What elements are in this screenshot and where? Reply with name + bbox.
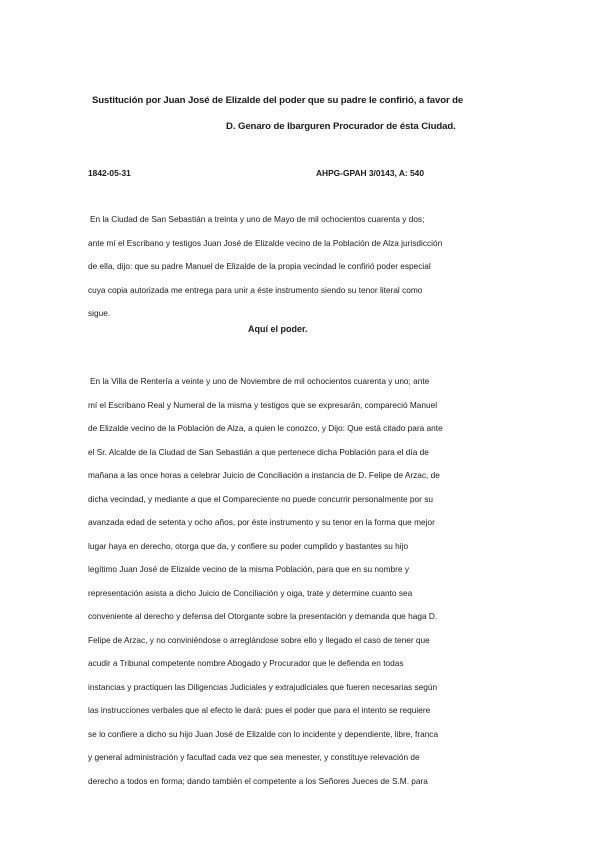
paragraph-line: En la Villa de Rentería a veinte y uno de Noviembre de mil ochocientos cuarenta y uno; ante bbox=[90, 376, 430, 386]
paragraph-line: lugar haya en derecho, otorga que da, y confiere su poder cumplido y bastantes su hijo bbox=[88, 540, 409, 551]
paragraph-intro bbox=[88, 208, 508, 326]
document-title-line-1: Sustitución por Juan José de Elizalde del poder que su padre le confirió, a favor de bbox=[92, 95, 464, 106]
archive-reference: AHPG-GPAH 3/0143, A: 540 bbox=[316, 168, 424, 178]
paragraph-line: instancias y practiquen las Diligencias Judiciales y extrajudiciales que fueren necesarias según bbox=[88, 681, 438, 692]
paragraph-line: ante mí el Escribano y testigos Juan José de Elizalde vecino de la Población de Alza jurisdicción bbox=[88, 237, 443, 248]
paragraph-line: En la Ciudad de San Sebastián a treinta y uno de Mayo de mil ochocientos cuarenta y dos; bbox=[90, 214, 425, 224]
paragraph-line: avanzada edad de setenta y ocho años, por éste instrumento y su tenor en la forma que mejor bbox=[88, 517, 435, 527]
paragraph-line: y general administración y facultad cada vez que sea menester, y constituye relevación de bbox=[88, 752, 420, 762]
paragraph-line: las instrucciones verbales que al efecto le dará: pues el poder que para el intento se requiere bbox=[88, 705, 431, 715]
paragraph-power bbox=[88, 370, 508, 793]
paragraph-line: se lo confiere a dicho su hijo Juan José de Elizalde con lo incidente y dependiente, libre, franca bbox=[88, 728, 439, 739]
paragraph-line: el Sr. Alcalde de la Ciudad de San Sebastián a que pertenece dicha Población para el día de bbox=[88, 446, 429, 457]
paragraph-line: cuya copia autorizada me entrega para unir a éste instrumento siendo su tenor literal como bbox=[88, 284, 423, 295]
paragraph-line: legítimo Juan José de Elizalde vecino de la misma Población, para que en su nombre y bbox=[88, 564, 409, 574]
paragraph-line: sigue. bbox=[88, 308, 111, 318]
paragraph-line: mañana a las once horas a celebrar Juicio de Conciliación a instancia de D. Felipe de Arzac, de bbox=[88, 470, 440, 480]
paragraph-line: de Elizalde vecino de la Población de Alza, a quien le conozco, y Dijo: Que está citado para ante bbox=[88, 423, 443, 433]
document-date: 1842-05-31 bbox=[88, 168, 131, 178]
paragraph-line: de ella, dijo: que su padre Manuel de Elizalde de la propia vecindad le confirió poder especial bbox=[88, 261, 431, 271]
paragraph-line: representación asista a dicho Juicio de Conciliación y oiga, trate y determine cuanto sea bbox=[88, 587, 413, 598]
paragraph-line: derecho a todos en forma; dando también el competente a los Señores Jueces de S.M. para bbox=[88, 775, 428, 786]
paragraph-line: Felipe de Arzac, y no conviniéndose o arreglándose sobre ello y llegado el caso de tener que bbox=[88, 634, 430, 645]
paragraph-line: acudir a Tribunal competente nombre Abogado y Procurador que le defienda en todas bbox=[88, 658, 404, 668]
section-subheading: Aquí el poder. bbox=[248, 324, 308, 334]
paragraph-line: dicha vecindad, y mediante a que el Compareciente no puede concurrir personalmente por su bbox=[88, 493, 433, 504]
paragraph-line: mí el Escribano Real y Numeral de la misma y testigos que se expresarán, compareció Manuel bbox=[88, 399, 438, 410]
paragraph-line: conveniente al derecho y defensa del Otorgante sobre la presentación y demanda que haga D. bbox=[88, 611, 438, 621]
document-title-line-2: D. Genaro de Ibarguren Procurador de ésta Ciudad. bbox=[226, 121, 456, 132]
